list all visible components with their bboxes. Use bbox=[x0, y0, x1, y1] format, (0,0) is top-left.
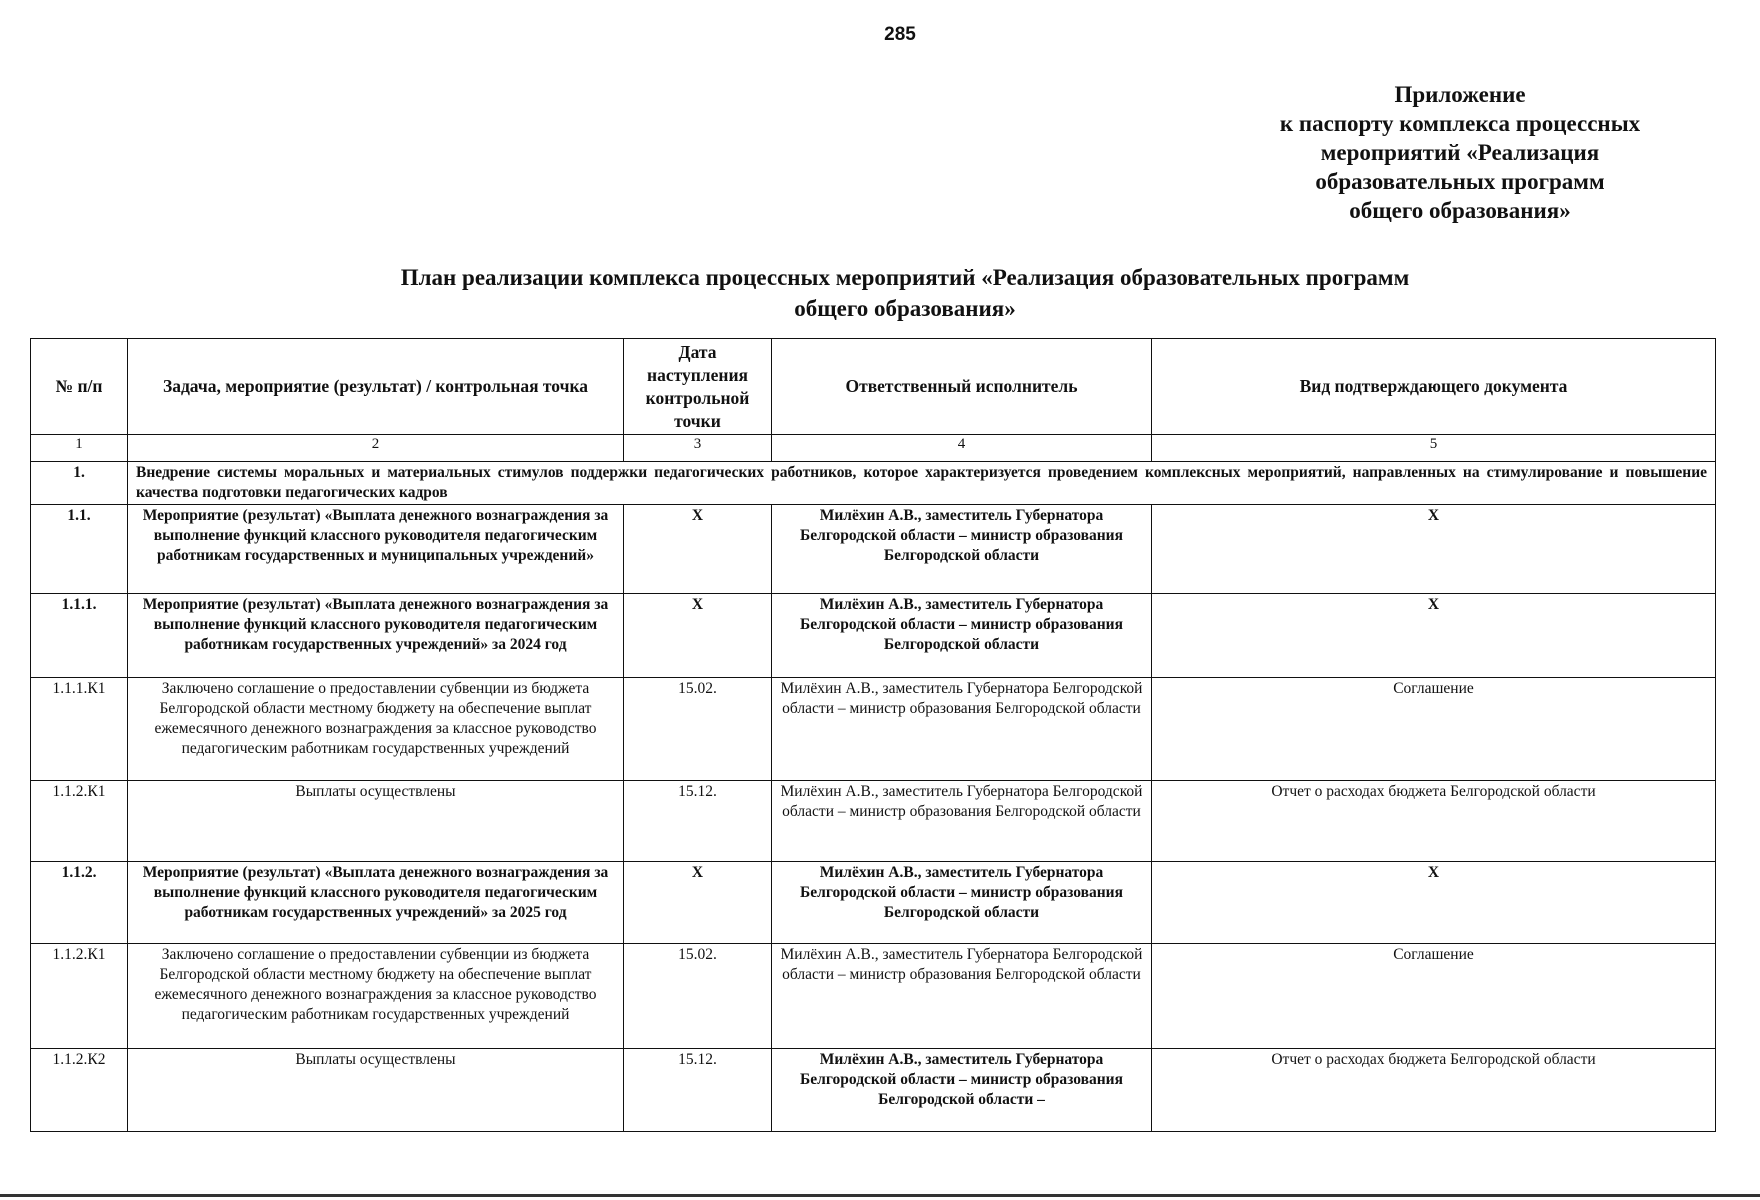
row-number: 1.1.1.К1 bbox=[31, 678, 128, 781]
row-executor: Милёхин А.В., заместитель Губернатора Белгородской области – министр образования Белгородской области bbox=[772, 678, 1152, 781]
column-number: 1 bbox=[31, 435, 128, 462]
row-number: 1.1.1. bbox=[31, 594, 128, 678]
header-document: Вид подтверждающего документа bbox=[1152, 339, 1716, 435]
row-text: Мероприятие (результат) «Выплата денежного вознаграждения за выполнение функций классного руководителя педагогическим работникам государственных учреждений» за 2024 год bbox=[128, 594, 624, 678]
column-number: 2 bbox=[128, 435, 624, 462]
row-executor: Милёхин А.В., заместитель Губернатора Белгородской области – министр образования Белгородской области bbox=[772, 505, 1152, 594]
table-row bbox=[31, 505, 1716, 594]
row-text: Мероприятие (результат) «Выплата денежного вознаграждения за выполнение функций классного руководителя педагогическим работникам государственных учреждений» за 2025 год bbox=[128, 862, 624, 944]
task-number: 1. bbox=[31, 462, 128, 505]
row-document: X bbox=[1152, 594, 1716, 678]
row-executor: Милёхин А.В., заместитель Губернатора Белгородской области – министр образования Белгородской области – bbox=[772, 1049, 1152, 1132]
row-document: X bbox=[1152, 862, 1716, 944]
row-date: 15.02. bbox=[624, 678, 772, 781]
row-date: 15.12. bbox=[624, 1049, 772, 1132]
appendix-line: общего образования» bbox=[1349, 198, 1571, 223]
row-date: 15.12. bbox=[624, 781, 772, 862]
column-number-row bbox=[31, 435, 1716, 462]
header-row bbox=[31, 339, 1716, 435]
column-number: 4 bbox=[772, 435, 1152, 462]
table-row bbox=[31, 862, 1716, 944]
appendix-line: Приложение bbox=[1394, 82, 1526, 107]
plan-title-line: общего образования» bbox=[794, 296, 1016, 321]
appendix-line: мероприятий «Реализация bbox=[1320, 140, 1600, 165]
column-number: 3 bbox=[624, 435, 772, 462]
task-text: Внедрение системы моральных и материальных стимулов поддержки педагогических работников, которое характеризуется проведением комплексных мероприятий, направленных на стимулирование и повышение качества подготовки педагогических кадров bbox=[128, 462, 1716, 505]
row-date: X bbox=[624, 594, 772, 678]
task-row bbox=[31, 462, 1716, 505]
table-row bbox=[31, 1049, 1716, 1132]
appendix-heading bbox=[1230, 80, 1690, 225]
row-number: 1.1.2.К1 bbox=[31, 781, 128, 862]
row-date: X bbox=[624, 505, 772, 594]
row-executor: Милёхин А.В., заместитель Губернатора Белгородской области – министр образования Белгородской области bbox=[772, 781, 1152, 862]
row-document: Соглашение bbox=[1152, 944, 1716, 1049]
row-number: 1.1.2.К2 bbox=[31, 1049, 128, 1132]
row-executor: Милёхин А.В., заместитель Губернатора Белгородской области – министр образования Белгородской области bbox=[772, 862, 1152, 944]
row-executor: Милёхин А.В., заместитель Губернатора Белгородской области – министр образования Белгородской области bbox=[772, 594, 1152, 678]
row-text: Заключено соглашение о предоставлении субвенции из бюджета Белгородской области местному бюджету на обеспечение выплат ежемесячного денежного вознаграждения за классное руководство педагогическим работникам государственных учреждений bbox=[128, 678, 624, 781]
row-number: 1.1. bbox=[31, 505, 128, 594]
page-number: 285 bbox=[884, 24, 916, 45]
appendix-line: к паспорту комплекса процессных bbox=[1279, 111, 1641, 136]
header-task: Задача, мероприятие (результат) / контрольная точка bbox=[128, 339, 624, 435]
row-number: 1.1.2.К1 bbox=[31, 944, 128, 1049]
row-document: Отчет о расходах бюджета Белгородской области bbox=[1152, 781, 1716, 862]
row-text: Заключено соглашение о предоставлении субвенции из бюджета Белгородской области местному бюджету на обеспечение выплат ежемесячного денежного вознаграждения за классное руководство педагогическим работникам государственных учреждений bbox=[128, 944, 624, 1049]
appendix-line: образовательных программ bbox=[1315, 169, 1605, 194]
row-date: X bbox=[624, 862, 772, 944]
row-date: 15.02. bbox=[624, 944, 772, 1049]
table-row bbox=[31, 944, 1716, 1049]
row-number: 1.1.2. bbox=[31, 862, 128, 944]
header-number: № п/п bbox=[31, 339, 128, 435]
row-executor: Милёхин А.В., заместитель Губернатора Белгородской области – министр образования Белгородской области bbox=[772, 944, 1152, 1049]
header-executor: Ответственный исполнитель bbox=[772, 339, 1152, 435]
plan-title bbox=[330, 262, 1480, 324]
column-number: 5 bbox=[1152, 435, 1716, 462]
row-text: Выплаты осуществлены bbox=[128, 781, 624, 862]
row-document: Отчет о расходах бюджета Белгородской области bbox=[1152, 1049, 1716, 1132]
header-date: Дата наступления контрольной точки bbox=[624, 339, 772, 435]
table-row bbox=[31, 781, 1716, 862]
plan-title-line: План реализации комплекса процессных мероприятий «Реализация образовательных программ bbox=[400, 265, 1410, 290]
table-row bbox=[31, 594, 1716, 678]
row-text: Выплаты осуществлены bbox=[128, 1049, 624, 1132]
row-text: Мероприятие (результат) «Выплата денежного вознаграждения за выполнение функций классного руководителя педагогическим работникам государственных и муниципальных учреждений» bbox=[128, 505, 624, 594]
table-row bbox=[31, 678, 1716, 781]
row-document: X bbox=[1152, 505, 1716, 594]
page-bottom-rule bbox=[0, 1194, 1760, 1197]
row-document: Соглашение bbox=[1152, 678, 1716, 781]
plan-table bbox=[30, 338, 1716, 1132]
